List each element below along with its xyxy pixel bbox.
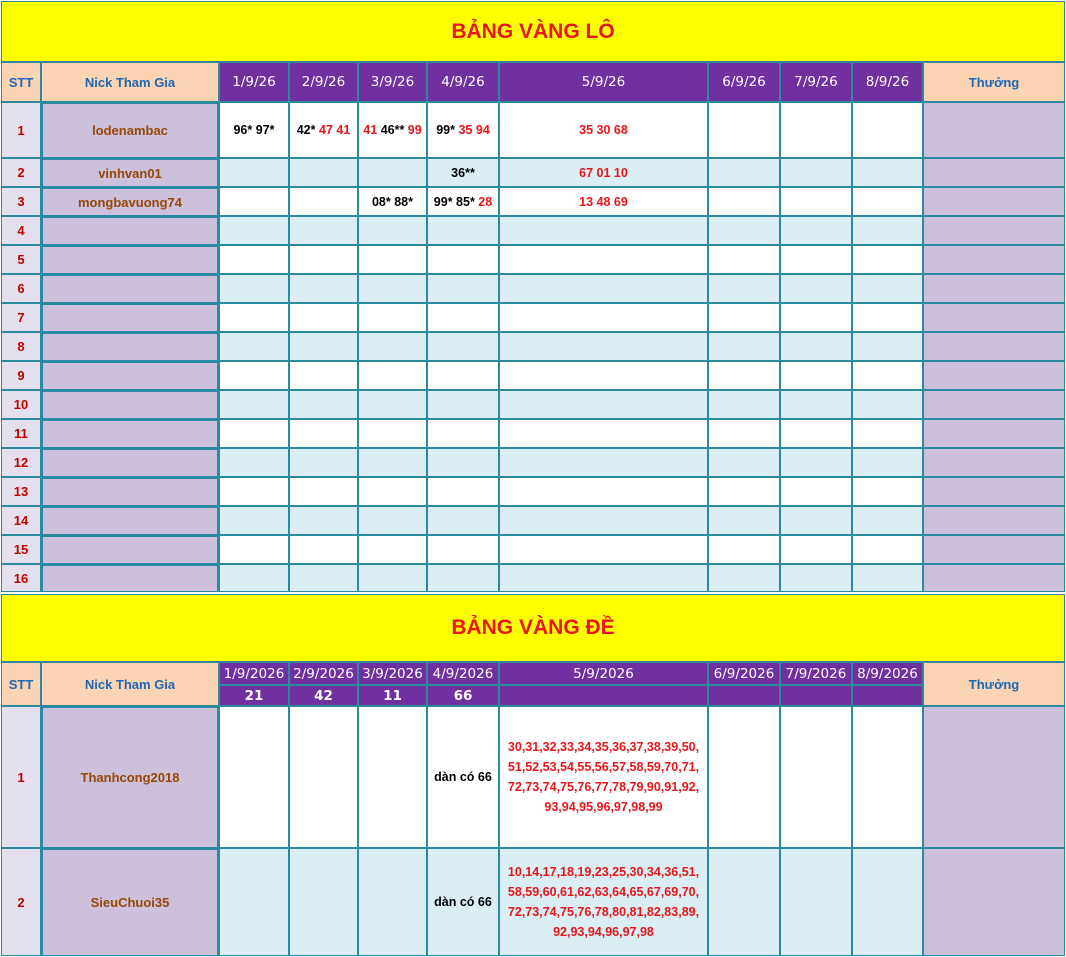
lo-day-cell [499,448,708,477]
lo-day-cell [499,390,708,419]
de-header-date: 8/9/2026 [852,662,923,685]
lo-day-cell [708,419,780,448]
lo-day-cell [219,506,289,535]
de-day-cell [708,706,780,848]
lo-day-cell [427,564,499,592]
de-pick-numbers-line: 58,59,60,61,62,63,64,65,67,69,70, [507,885,700,899]
lo-day-cell [289,216,358,245]
lo-day-cell [289,419,358,448]
lo-stt-cell: 2 [1,158,41,187]
lo-header-date: 5/9/26 [499,62,708,102]
de-pick-numbers-line: 10,14,17,18,19,23,25,30,34,36,51, [507,865,700,879]
de-header-nick: Nick Tham Gia [41,662,219,706]
lo-day-cell [708,477,780,506]
de-pick-numbers-line: 30,31,32,33,34,35,36,37,38,39,50, [507,740,700,754]
lo-pick-red: 13 48 69 [579,194,628,209]
lo-nick-cell [41,448,219,477]
lo-day-cell [780,564,852,592]
lo-day-cell [499,158,708,187]
lo-pick-black: 46** [380,123,408,137]
lo-header-nick: Nick Tham Gia [41,62,219,102]
lo-stt-cell: 7 [1,303,41,332]
lo-day-cell [780,187,852,216]
lo-day-cell [219,187,289,216]
de-result-number [499,685,708,706]
lo-day-cell [708,332,780,361]
lo-stt-cell: 9 [1,361,41,390]
lo-reward-cell [923,158,1065,187]
de-title: BẢNG VÀNG ĐỀ [1,594,1065,662]
lo-stt-cell: 1 [1,102,41,158]
lo-pick-black: 36** [451,165,475,180]
lo-nick-cell [41,564,219,592]
lo-day-cell [852,158,923,187]
lo-day-cell [358,102,427,158]
lo-day-cell [708,564,780,592]
lo-day-cell [427,274,499,303]
lo-day-cell [219,361,289,390]
lo-day-cell [289,274,358,303]
lo-stt-cell: 6 [1,274,41,303]
de-header-date: 7/9/2026 [780,662,852,685]
lo-day-cell [219,477,289,506]
lo-stt-cell: 8 [1,332,41,361]
de-header-date: 1/9/2026 [219,662,289,685]
lo-pick-black: 08* 88* [371,194,413,209]
lo-day-cell [427,361,499,390]
de-day-cell [358,848,427,956]
lo-day-cell [358,274,427,303]
lo-day-cell [780,303,852,332]
lo-day-cell [427,448,499,477]
de-day-cell [780,706,852,848]
lo-day-cell [499,216,708,245]
lo-nick-cell [41,274,219,303]
lo-day-cell [219,332,289,361]
lo-stt-cell: 10 [1,390,41,419]
lo-day-cell [708,448,780,477]
lo-day-cell [219,390,289,419]
lo-reward-cell [923,332,1065,361]
lo-day-cell [427,216,499,245]
de-header-date: 5/9/2026 [499,662,708,685]
lo-day-cell [780,361,852,390]
lo-day-cell [219,158,289,187]
de-stt-cell: 2 [1,848,41,956]
de-reward-cell [923,848,1065,956]
lo-day-cell [358,564,427,592]
de-pick-numbers-line: 72,73,74,75,76,77,78,79,90,91,92, [507,780,700,794]
lo-stt-cell: 14 [1,506,41,535]
lo-pick-red: 41 [363,123,381,137]
lo-day-cell [708,535,780,564]
lo-day-cell [358,245,427,274]
lo-day-cell [708,390,780,419]
lo-nick-cell [41,419,219,448]
lo-day-cell [358,216,427,245]
lo-stt-cell: 5 [1,245,41,274]
lo-day-cell [852,245,923,274]
de-nick-cell: SieuChuoi35 [41,848,219,956]
de-day-cell [358,706,427,848]
lo-header-date: 6/9/26 [708,62,780,102]
lo-day-cell [499,419,708,448]
de-pick-label: dàn có 66 [434,770,492,784]
de-result-number [852,685,923,706]
lo-day-cell [499,477,708,506]
lo-day-cell [358,361,427,390]
lo-pick-black: 42* [296,123,319,137]
de-day-cell [852,848,923,956]
lo-header-date: 3/9/26 [358,62,427,102]
lo-day-cell [780,102,852,158]
lo-day-cell [852,506,923,535]
de-day-cell [499,706,708,848]
lo-day-cell [708,361,780,390]
de-reward-cell [923,706,1065,848]
lo-header-date: 8/9/26 [852,62,923,102]
lo-day-cell [219,303,289,332]
de-day-cell [289,706,358,848]
lo-day-cell [427,535,499,564]
de-result-number: 11 [358,685,427,706]
de-result-number [708,685,780,706]
lo-day-cell [499,361,708,390]
de-result-number [780,685,852,706]
de-stt-cell: 1 [1,706,41,848]
lo-nick-cell [41,303,219,332]
de-day-cell [708,848,780,956]
lo-header-date: 7/9/26 [780,62,852,102]
lo-nick-cell [41,535,219,564]
lo-reward-cell [923,506,1065,535]
de-header-date: 2/9/2026 [289,662,358,685]
lo-day-cell [427,102,499,158]
lo-day-cell [289,477,358,506]
de-day-cell [219,848,289,956]
lo-day-cell [219,535,289,564]
lo-day-cell [499,506,708,535]
lo-day-cell [708,216,780,245]
lo-stt-cell: 13 [1,477,41,506]
de-day-cell [427,706,499,848]
de-header-stt: STT [1,662,41,706]
lo-day-cell [219,448,289,477]
lo-day-cell [708,245,780,274]
lo-day-cell [358,419,427,448]
de-pick-numbers-line: 72,73,74,75,76,78,80,81,82,83,89, [507,905,700,919]
lo-day-cell [427,158,499,187]
lo-day-cell [852,332,923,361]
lo-day-cell [780,158,852,187]
lo-pick-red: 35 30 68 [579,123,628,137]
lo-day-cell [358,448,427,477]
lo-day-cell [427,390,499,419]
lo-day-cell [852,419,923,448]
lo-day-cell [708,158,780,187]
lo-reward-cell [923,274,1065,303]
lo-pick-red: 28 [478,194,493,209]
lo-day-cell [852,303,923,332]
lo-day-cell [427,245,499,274]
de-day-cell [780,848,852,956]
lo-nick-cell [41,332,219,361]
lo-reward-cell [923,361,1065,390]
lo-header-stt: STT [1,62,41,102]
lo-day-cell [289,187,358,216]
lo-day-cell [499,102,708,158]
lo-day-cell [708,506,780,535]
lo-reward-cell [923,303,1065,332]
lo-day-cell [358,390,427,419]
lo-day-cell [427,187,499,216]
lo-nick-cell [41,506,219,535]
lo-header-reward: Thưởng [923,62,1065,102]
de-day-cell [499,848,708,956]
de-header-date: 4/9/2026 [427,662,499,685]
lo-day-cell [852,361,923,390]
lo-stt-cell: 3 [1,187,41,216]
de-pick-label: dàn có 66 [434,895,492,909]
lo-day-cell [499,187,708,216]
lo-day-cell [219,102,289,158]
lo-day-cell [289,158,358,187]
de-result-number: 66 [427,685,499,706]
lo-nick-cell [41,245,219,274]
lo-day-cell [289,361,358,390]
lo-stt-cell: 4 [1,216,41,245]
lo-day-cell [499,303,708,332]
lo-pick-black: 99* [436,123,459,137]
lo-day-cell [289,448,358,477]
lo-day-cell [852,564,923,592]
lo-day-cell [708,102,780,158]
lo-nick-cell [41,361,219,390]
lo-day-cell [780,216,852,245]
lo-reward-cell [923,448,1065,477]
lo-day-cell [427,332,499,361]
lo-day-cell [780,245,852,274]
lo-day-cell [427,506,499,535]
lo-day-cell [780,535,852,564]
lo-pick-red: 67 01 10 [579,165,628,180]
lo-day-cell [219,419,289,448]
lo-day-cell [499,332,708,361]
lo-header-date: 4/9/26 [427,62,499,102]
lo-day-cell [780,390,852,419]
lo-nick-cell [41,216,219,245]
lo-pick-red: 99 [407,123,422,137]
lo-stt-cell: 11 [1,419,41,448]
lo-day-cell [427,419,499,448]
lo-day-cell [358,477,427,506]
de-result-number: 42 [289,685,358,706]
lo-day-cell [358,535,427,564]
de-nick-cell: Thanhcong2018 [41,706,219,848]
lo-stt-cell: 16 [1,564,41,592]
lo-day-cell [780,274,852,303]
lo-day-cell [852,390,923,419]
lo-day-cell [289,332,358,361]
lo-day-cell [852,448,923,477]
lo-day-cell [852,216,923,245]
lo-reward-cell [923,564,1065,592]
lo-day-cell [289,535,358,564]
lo-day-cell [708,274,780,303]
lo-reward-cell [923,390,1065,419]
lo-day-cell [780,506,852,535]
lo-day-cell [219,564,289,592]
lo-day-cell [219,216,289,245]
de-day-cell [289,848,358,956]
lo-header-date: 1/9/26 [219,62,289,102]
lo-header-date: 2/9/26 [289,62,358,102]
lo-pick-black: 96* 97* [233,123,275,137]
lo-nick-cell: vinhvan01 [41,158,219,187]
lo-pick-black: 99* 85* [433,194,479,209]
de-pick-numbers-line: 92,93,94,96,97,98 [553,925,654,939]
lo-day-cell [499,274,708,303]
lo-nick-cell [41,477,219,506]
lo-day-cell [289,390,358,419]
lo-nick-cell [41,390,219,419]
lo-day-cell [289,303,358,332]
de-day-cell [427,848,499,956]
de-header-date: 3/9/2026 [358,662,427,685]
lo-pick-red: 35 94 [458,123,490,137]
lo-day-cell [708,303,780,332]
lo-day-cell [358,187,427,216]
lo-day-cell [358,506,427,535]
lo-nick-cell: mongbavuong74 [41,187,219,216]
de-pick-numbers-line: 93,94,95,96,97,98,99 [544,800,663,814]
lo-title: BẢNG VÀNG LÔ [1,1,1065,62]
lo-day-cell [499,535,708,564]
lo-day-cell [780,448,852,477]
lo-reward-cell [923,535,1065,564]
lo-day-cell [427,477,499,506]
lo-day-cell [358,303,427,332]
de-header-reward: Thưởng [923,662,1065,706]
lo-day-cell [289,564,358,592]
lo-day-cell [780,419,852,448]
lo-day-cell [358,332,427,361]
lo-reward-cell [923,477,1065,506]
lo-reward-cell [923,102,1065,158]
lo-day-cell [852,274,923,303]
de-day-cell [852,706,923,848]
lo-reward-cell [923,245,1065,274]
lo-nick-cell: lodenambac [41,102,219,158]
lo-day-cell [499,564,708,592]
lo-pick-red: 47 41 [318,123,351,137]
lo-day-cell [852,477,923,506]
lo-day-cell [289,245,358,274]
lo-reward-cell [923,216,1065,245]
lo-stt-cell: 12 [1,448,41,477]
lo-day-cell [708,187,780,216]
lo-stt-cell: 15 [1,535,41,564]
lo-day-cell [219,274,289,303]
lo-day-cell [852,102,923,158]
lo-day-cell [289,102,358,158]
lo-day-cell [289,506,358,535]
de-result-number: 21 [219,685,289,706]
de-day-cell [219,706,289,848]
lo-reward-cell [923,187,1065,216]
lo-day-cell [499,245,708,274]
lo-day-cell [427,303,499,332]
lo-day-cell [358,158,427,187]
de-pick-numbers-line: 51,52,53,54,55,56,57,58,59,70,71, [507,760,700,774]
lo-day-cell [219,245,289,274]
lo-day-cell [852,187,923,216]
lo-day-cell [852,535,923,564]
lo-day-cell [780,332,852,361]
lo-reward-cell [923,419,1065,448]
de-header-date: 6/9/2026 [708,662,780,685]
lo-day-cell [780,477,852,506]
